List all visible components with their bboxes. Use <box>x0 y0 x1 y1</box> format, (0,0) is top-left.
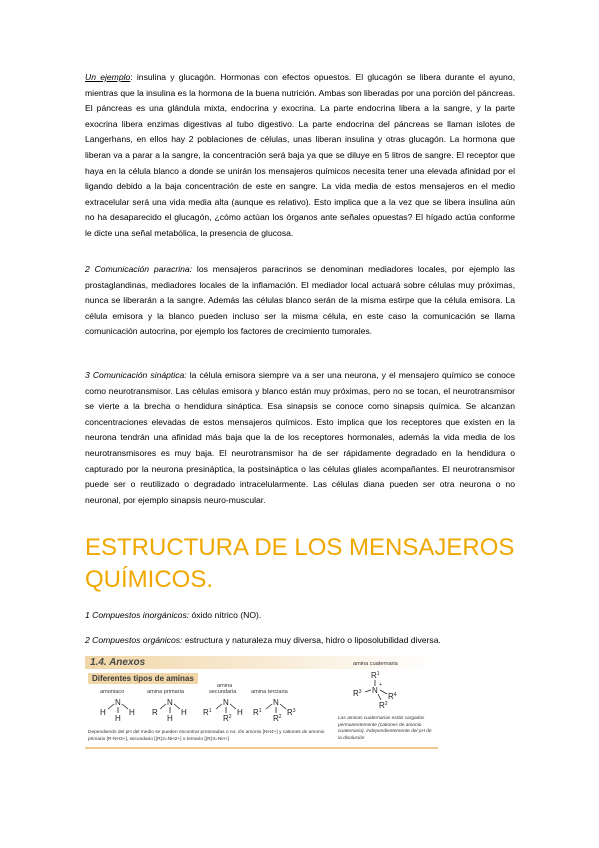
figure-bottom-rule <box>85 747 438 749</box>
item-organicos <box>85 633 441 647</box>
lead-sinaptica: 3 Comunicación sináptica: <box>85 370 187 380</box>
atom-r1: $R^1$ <box>203 708 212 717</box>
atom-r2: $R^2$ <box>379 701 388 710</box>
caption-right: Las aminas cuaternarias están cargadas permanentemente (cationes de amonio cuaternario), independientemente del pH de la disolución <box>338 716 432 741</box>
label-amina-secundaria-1: amina <box>217 683 233 689</box>
atom-h: H <box>100 708 106 717</box>
ammonia-structure <box>95 696 145 722</box>
lead-ejemplo: Un ejemplo <box>85 72 131 82</box>
quaternary-amine-structure <box>343 668 413 712</box>
text-ejemplo: : insulina y glucagón. Hormonas con efectos opuestos. El glucagón se libera durante el ayuno, mientras que la insulina es la hormona de la buena nutrición. Ambas son liberadas por una porción del páncreas. El páncreas es una glándula mixta, endocrina y exocrina. La parte endocrina libera a la sangre, y la parte exocrina libera enzimas digestivas al tubo digestivo. La parte endocrina del páncreas se llaman islotes de Langerhans, en ellos hay 2 poblaciones de células, unas liberan insulina y otras glucagón. La hormona que liberan va a parar a la sangre, la concentración será baja ya que se diluye en 5 litros de sangre. El receptor que haya en la célula blanco a donde se unirán los mensajeros químicos necesita tener una elevada afinidad por el ligando debido a la baja concentración de este en sangre. La vida media de estos mensajeros en el medio extracelular será una vida media alta (aunque es relativo). Esto implica que a la vez que se libera insulina aún no ha desaparecido el glucagón, ¿cómo actúan los órganos ante señales opuestas? El hígado actúa conforme le dicte una señal metabólica, la presencia de glucosa. <box>85 72 515 238</box>
atom-r1: $R^1$ <box>371 671 380 680</box>
atom-n: N <box>115 698 121 707</box>
atom-n: N <box>167 698 173 707</box>
figure-subtitle: Diferentes tipos de aminas <box>88 673 198 684</box>
atom-n: N <box>223 698 229 707</box>
atom-h: H <box>237 708 243 717</box>
atom-h: H <box>167 714 173 722</box>
atom-r2: $R^2$ <box>273 714 282 722</box>
label-amoniaco: amoniaco <box>100 689 125 695</box>
atom-h: H <box>181 708 187 717</box>
label-amina-primaria: amina primaria <box>147 689 184 695</box>
paragraph-paracrina <box>85 262 515 340</box>
text-paracrina: los mensajeros paracrinos se denominan mediadores locales, por ejemplo las prostaglandinas, mediadores locales de la inflamación. El mediador local actuará sobre células muy próximas, nunca se liberarán a la sangre. Además las células blanco serán de la misma estirpe que la célula emisora. La célula emisora y la blanco pueden incluso ser la misma célula, en este caso la comunicación se llama comunicación autocrina, por ejemplo los factores de crecimiento tumorales. <box>85 264 515 337</box>
charge-plus: + <box>379 682 382 688</box>
paragraph-ejemplo <box>85 70 515 242</box>
atom-h: H <box>129 708 135 717</box>
amines-figure <box>85 656 438 750</box>
atom-r2: $R^2$ <box>223 714 232 722</box>
label-amina-cuaternaria: amina cuaternaria <box>353 661 398 667</box>
figure-title: 1.4. Anexos <box>90 657 146 668</box>
atom-n: N <box>372 686 378 695</box>
atom-r3: $R^3$ <box>287 708 296 717</box>
lead-inorganicos: 1 Compuestos inorgánicos: <box>85 610 190 620</box>
tertiary-amine-structure <box>251 696 307 722</box>
paragraph-sinaptica <box>85 368 515 508</box>
atom-h: H <box>115 714 121 722</box>
atom-r: R <box>152 708 158 717</box>
atom-r3: $R^3$ <box>353 689 362 698</box>
primary-amine-structure <box>147 696 197 722</box>
text-sinaptica: la célula emisora siempre va a ser una neurona, y el mensajero químico se conoce como neurotransmisor. Las células emisora y blanco están muy próximas, pero no se tocan, el neurotransmisor se vierte a la brecha o hendidura sináptica. Esa sinapsis se conoce como sinapsis química. Se alcanzan concentraciones elevadas de estos mensajeros químicos. Esto implica que los receptores que existen en la neurona tendrán una afinidad más baja que la de los receptores hormonales, además la vida media de los neurotransmisores es muy baja. El neurotransmisor ha de ser rápidamente degradado en la hendidura o capturado por la neurona presináptica, la postsináptica o las células gliales acompañantes. El neurotransmisor puede ser o reutilizado o degradado intracelularmente. Las células diana pueden ser otra neurona o no neuronal, por ejemplo sinapsis neuro-muscular. <box>85 370 515 505</box>
caption-left: Dependiendo del pH del medio se pueden encontrar protonadas o no: ión amonio [NH4+] y cationes de amonio primario [R-NH3+], secundario [(R)2=NH2+] o ternario [(R)3=NH+] <box>88 730 325 742</box>
atom-r1: $R^1$ <box>253 708 262 717</box>
label-amina-terciaria: amina terciaria <box>251 689 288 695</box>
item-inorganicos <box>85 608 261 622</box>
section-heading: ESTRUCTURA DE LOS MENSAJEROS QUÍMICOS. <box>85 534 515 593</box>
lead-organicos: 2 Compuestos orgánicos: <box>85 635 183 645</box>
text-inorganicos: óxido nítrico (NO). <box>189 610 262 620</box>
text-organicos: estructura y naturaleza muy diversa, hidro o liposolubilidad diversa. <box>182 635 441 645</box>
secondary-amine-structure <box>201 696 253 722</box>
label-amina-secundaria-2: secundaria <box>209 689 237 695</box>
lead-paracrina: 2 Comunicación paracrina: <box>85 264 193 274</box>
atom-n: N <box>273 698 279 707</box>
atom-r4: $R^4$ <box>388 692 397 701</box>
